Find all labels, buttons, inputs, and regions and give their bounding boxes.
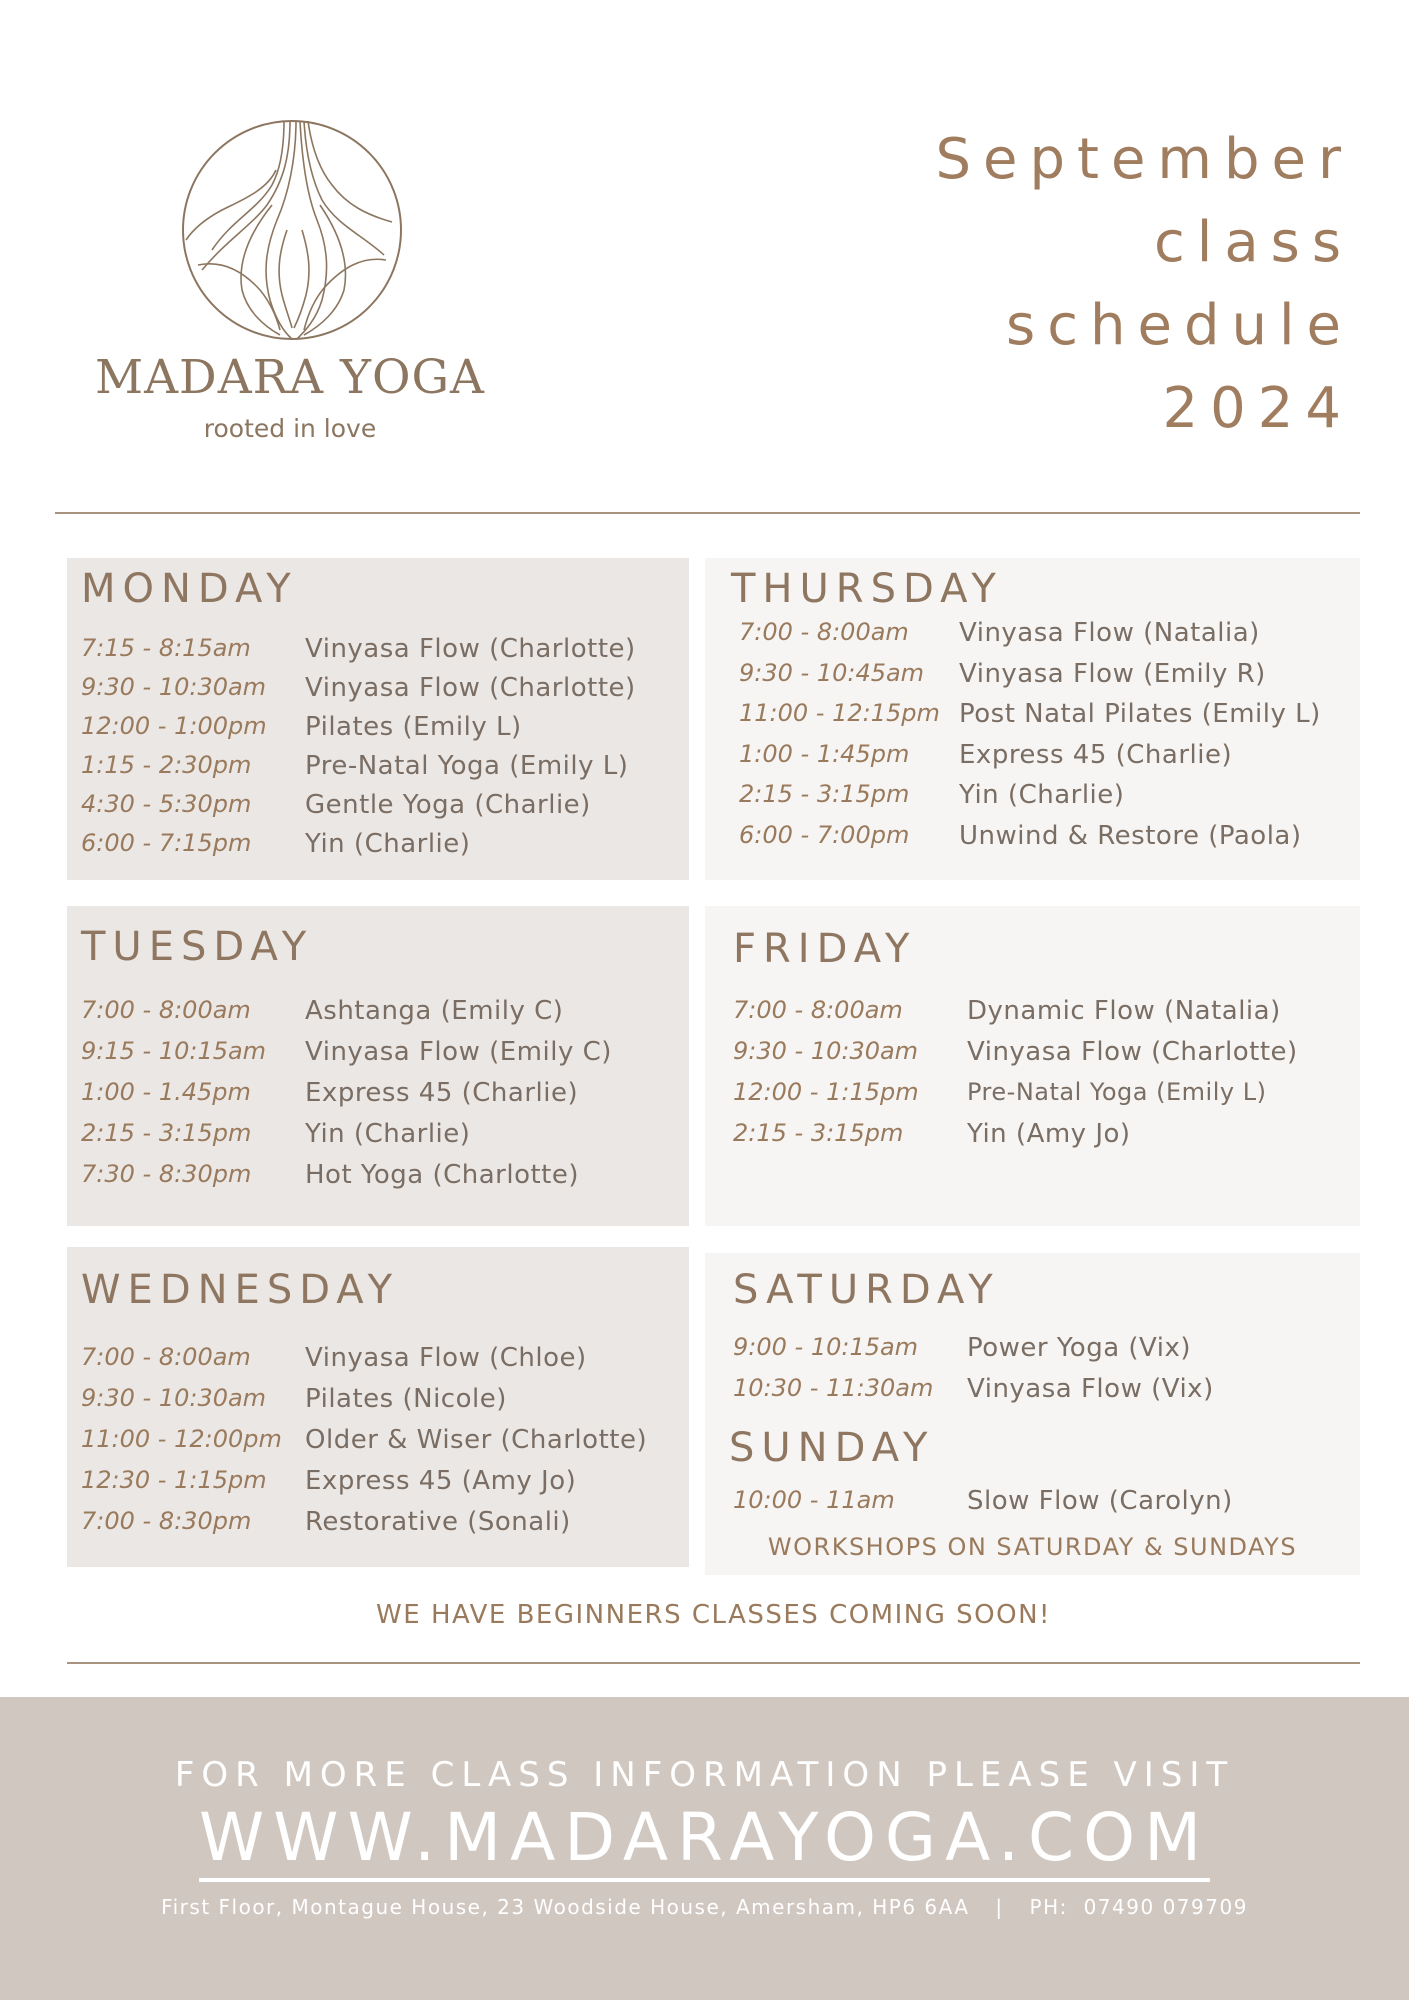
class-time: 2:15 - 3:15pm [739,780,910,808]
class-name: Express 45 (Charlie) [305,1078,579,1108]
class-name: Vinyasa Flow (Natalia) [959,618,1260,648]
class-name: Pre-Natal Yoga (Emily L) [967,1078,1267,1106]
roots-emblem-icon [172,110,412,350]
class-time: 1:00 - 1.45pm [81,1078,251,1106]
class-name: Power Yoga (Vix) [967,1333,1192,1363]
class-time: 12:30 - 1:15pm [81,1466,267,1494]
class-time: 4:30 - 5:30pm [81,790,252,818]
page-title [781,118,1353,450]
class-name: Vinyasa Flow (Charlotte) [305,634,636,664]
day-box-weekend [705,1253,1360,1575]
footer [0,1697,1409,2000]
brand-name: MADARA YOGA [94,350,485,405]
footer-separator: | [995,1895,1004,1919]
class-name: Vinyasa Flow (Emily R) [959,658,1266,689]
class-name: Unwind & Restore (Paola) [959,820,1302,851]
day-title-monday: MONDAY [81,566,298,612]
class-time: 6:00 - 7:15pm [81,829,252,857]
class-name: Pilates (Emily L) [305,712,522,742]
brand-tagline: rooted in love [203,414,377,443]
class-time: 7:30 - 8:30pm [81,1160,252,1188]
class-time: 9:30 - 10:45am [739,658,925,687]
class-name: Express 45 (Amy Jo) [305,1466,577,1496]
class-name: Vinyasa Flow (Emily C) [305,1037,612,1067]
class-time: 6:00 - 7:00pm [739,820,910,849]
day-title-thursday: THURSDAY [731,566,1003,612]
top-divider [55,512,1360,514]
class-name: Older & Wiser (Charlotte) [305,1425,648,1455]
beginners-note: WE HAVE BEGINNERS CLASSES COMING SOON! [376,1600,1051,1630]
class-name: Hot Yoga (Charlotte) [305,1160,580,1190]
day-box-tuesday [67,906,689,1226]
class-name: Dynamic Flow (Natalia) [967,996,1281,1026]
class-time: 2:15 - 3:15pm [733,1119,904,1147]
bottom-divider [67,1662,1360,1664]
class-time: 9:30 - 10:30am [81,673,267,701]
class-time: 7:00 - 8:30pm [81,1507,252,1535]
class-time: 7:00 - 8:00am [81,1343,251,1371]
class-time: 9:30 - 10:30am [81,1384,267,1412]
class-time: 1:15 - 2:30pm [81,751,252,779]
footer-phone: PH: 07490 079709 [1029,1895,1248,1919]
workshops-note: WORKSHOPS ON SATURDAY & SUNDAYS [767,1533,1298,1561]
title-line-2: class [1153,210,1353,275]
class-time: 10:30 - 11:30am [733,1374,934,1402]
class-name: Yin (Charlie) [959,780,1125,810]
class-name: Pre-Natal Yoga (Emily L) [305,751,629,781]
title-line-4: 2024 [1162,376,1353,441]
class-name: Vinyasa Flow (Vix) [967,1374,1214,1404]
day-title-saturday: SATURDAY [733,1267,1000,1313]
class-name: Vinyasa Flow (Charlotte) [305,673,636,703]
class-name: Yin (Charlie) [305,1119,471,1149]
day-box-thursday [705,558,1360,880]
title-line-1: September [935,127,1353,192]
class-time: 7:15 - 8:15am [81,634,251,662]
class-time: 11:00 - 12:15pm [739,699,940,727]
class-name: Yin (Charlie) [305,829,471,859]
day-title-sunday: SUNDAY [729,1425,935,1471]
class-name: Gentle Yoga (Charlie) [305,790,591,820]
day-title-tuesday: TUESDAY [81,924,314,970]
class-name: Slow Flow (Carolyn) [967,1486,1233,1516]
class-time: 9:00 - 10:15am [733,1333,919,1361]
class-time: 9:15 - 10:15am [81,1037,267,1065]
class-time: 11:00 - 12:00pm [81,1425,282,1453]
class-time: 2:15 - 3:15pm [81,1119,252,1147]
title-line-3: schedule [1006,293,1353,358]
day-title-wednesday: WEDNESDAY [81,1267,399,1313]
class-name: Ashtanga (Emily C) [305,996,564,1026]
class-time: 7:00 - 8:00am [733,996,903,1024]
day-box-monday [67,558,689,880]
website-link[interactable] [0,1799,1409,1876]
class-name: Vinyasa Flow (Chloe) [305,1343,587,1373]
class-time: 7:00 - 8:00am [81,996,251,1024]
class-name: Yin (Amy Jo) [967,1119,1131,1149]
class-time: 1:00 - 1:45pm [739,739,910,768]
day-box-wednesday [67,1247,689,1567]
website-link-text[interactable]: WWW.MADARAYOGA.COM [199,1799,1210,1882]
footer-address: First Floor, Montague House, 23 Woodside House, Amersham, HP6 6AA [161,1895,970,1919]
class-name: Restorative (Sonali) [305,1507,571,1537]
class-time: 12:00 - 1:15pm [733,1078,919,1106]
brand-logo [80,110,500,450]
class-name: Post Natal Pilates (Emily L) [959,699,1321,729]
class-time: 7:00 - 8:00am [739,618,909,646]
class-time: 10:00 - 11am [733,1486,895,1514]
class-time: 12:00 - 1:00pm [81,712,267,740]
footer-lead-text: FOR MORE CLASS INFORMATION PLEASE VISIT [174,1755,1235,1795]
footer-contact [0,1895,1409,1919]
class-name: Vinyasa Flow (Charlotte) [967,1037,1298,1067]
class-name: Pilates (Nicole) [305,1384,507,1414]
day-title-friday: FRIDAY [733,926,917,972]
class-time: 9:30 - 10:30am [733,1037,919,1065]
day-box-friday [705,906,1360,1226]
class-name: Express 45 (Charlie) [959,739,1233,770]
